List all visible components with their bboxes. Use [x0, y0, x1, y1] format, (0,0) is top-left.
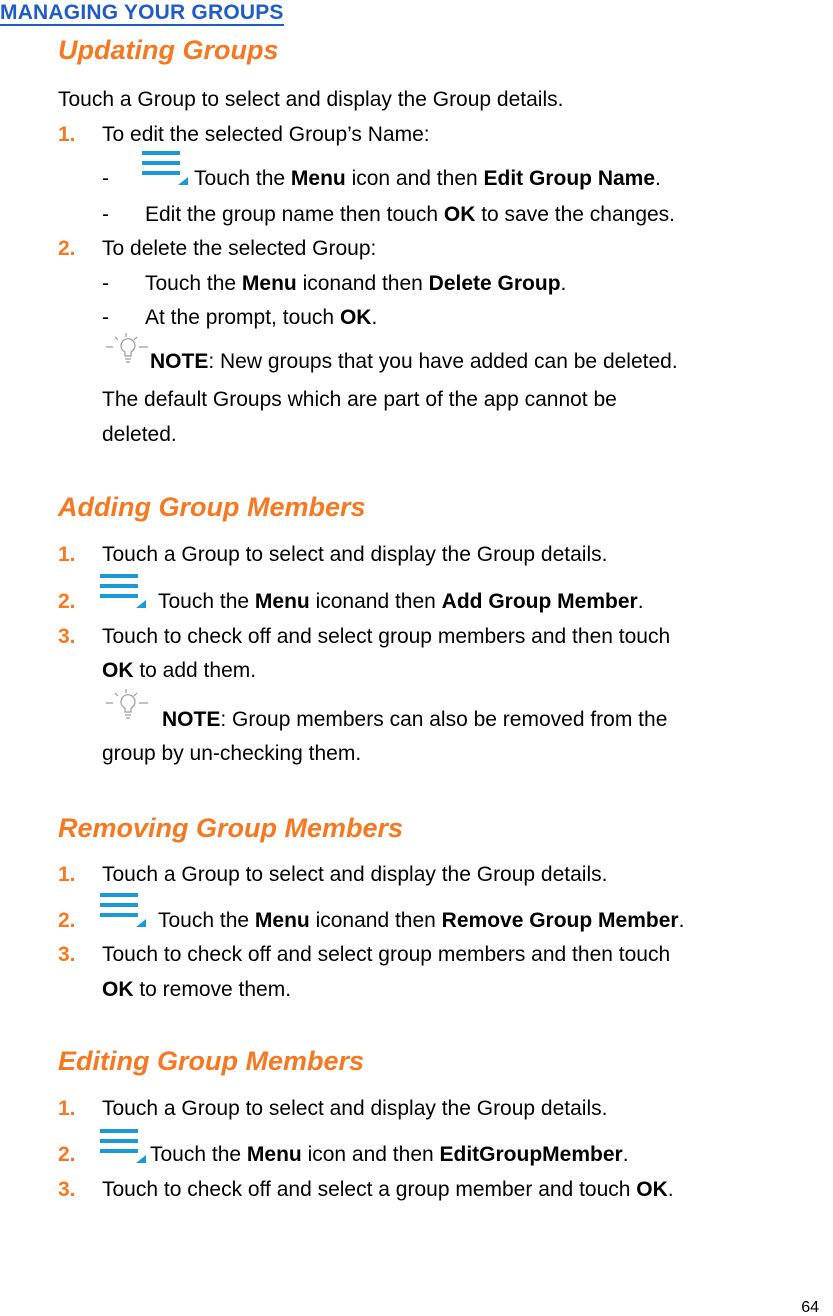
step-number: 2. [58, 1143, 76, 1166]
section-title-adding: Adding Group Members [58, 492, 366, 522]
step-text: Touch a Group to select and display the Group details. [102, 1097, 608, 1120]
lightbulb-icon [104, 688, 152, 724]
step-number: 1. [58, 123, 76, 146]
sub-bullet: - [102, 167, 109, 190]
step-line: Edit the group name then touch OK to save the changes. [145, 203, 676, 226]
step-text: To edit the selected Group’s Name: [102, 123, 430, 146]
step-line: Touch the Menu icon and then Edit Group Name. [194, 167, 661, 190]
menu-icon [100, 892, 146, 928]
menu-icon [100, 573, 146, 609]
note-text: NOTE: New groups that you have added can be deleted. [150, 350, 678, 373]
step-line: Touch the Menu iconand then Delete Group. [145, 272, 567, 295]
step-number: 2. [58, 909, 76, 932]
step-line: OK to remove them. [102, 978, 292, 1001]
note-text: group by un-checking them. [102, 742, 362, 765]
step-text: Touch a Group to select and display the Group details. [102, 543, 608, 566]
updating-intro: Touch a Group to select and display the Group details. [58, 88, 564, 111]
section-title-editing: Editing Group Members [58, 1046, 365, 1076]
sub-bullet: - [102, 306, 109, 329]
step-line: OK to add them. [102, 659, 257, 682]
menu-icon [142, 150, 188, 186]
page-header: MANAGING YOUR GROUPS [0, 1, 284, 24]
sub-bullet: - [102, 203, 109, 226]
step-number: 1. [58, 1097, 76, 1120]
step-line: Touch the Menu iconand then Add Group Member. [158, 590, 644, 613]
note-text: deleted. [102, 423, 177, 446]
step-text: Touch to check off and select group members and then touch [102, 943, 671, 966]
step-text: Touch to check off and select group members and then touch [102, 625, 671, 648]
step-line: Touch the Menu icon and then EditGroupMember. [150, 1143, 629, 1166]
section-title-updating: Updating Groups [58, 35, 279, 65]
step-number: 3. [58, 625, 76, 648]
step-number: 1. [58, 543, 76, 566]
step-number: 1. [58, 863, 76, 886]
step-line: Touch to check off and select a group member and touch OK. [102, 1178, 674, 1201]
step-line: Touch the Menu iconand then Remove Group Member. [158, 909, 685, 932]
page-number: 64 [801, 1299, 819, 1316]
step-text: Touch a Group to select and display the Group details. [102, 863, 608, 886]
lightbulb-icon [104, 332, 152, 368]
step-line: At the prompt, touch OK. [145, 306, 378, 329]
section-title-removing: Removing Group Members [58, 813, 404, 843]
step-text: To delete the selected Group: [102, 237, 377, 260]
menu-icon [100, 1128, 146, 1164]
sub-bullet: - [102, 272, 109, 295]
note-text: NOTE: Group members can also be removed from the [162, 708, 668, 731]
step-number: 2. [58, 237, 76, 260]
step-number: 3. [58, 1178, 76, 1201]
step-number: 3. [58, 943, 76, 966]
step-number: 2. [58, 590, 76, 613]
note-text: The default Groups which are part of the app cannot be [102, 388, 617, 411]
